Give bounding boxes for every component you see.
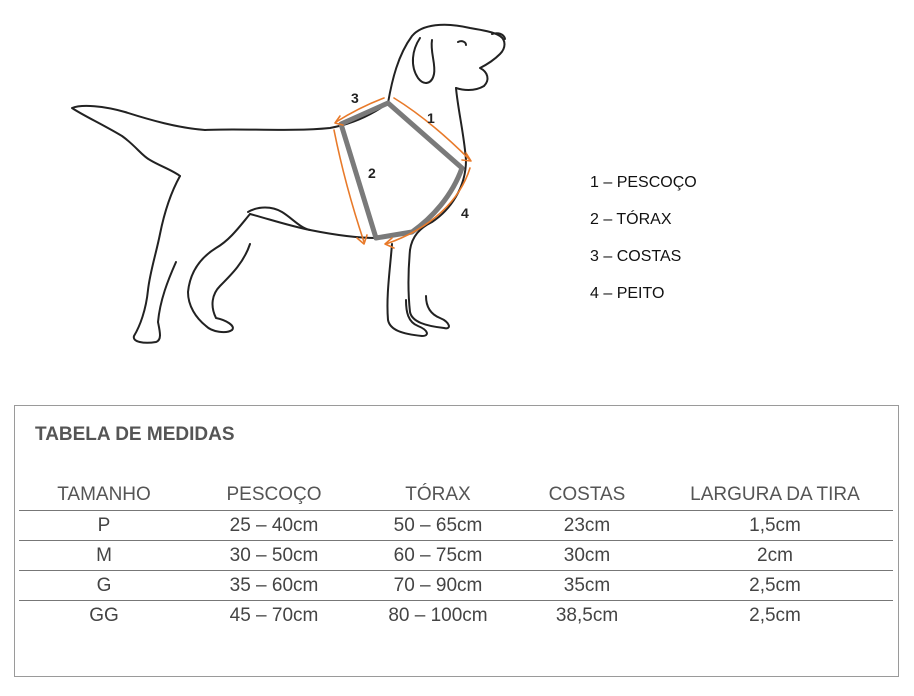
table-row (19, 571, 893, 601)
cell-size: G (19, 571, 189, 601)
harness (341, 103, 462, 238)
cell-neck: 45 – 70cm (229, 604, 319, 626)
cell-thorax: 70 – 90cm (359, 571, 517, 601)
figure-label-1: 1 (427, 110, 435, 126)
cell-thorax: 80 – 100cm (388, 604, 488, 626)
header-size: TAMANHO (19, 480, 189, 511)
cell-neck: 35 – 60cm (189, 571, 359, 601)
cell-size: M (19, 541, 189, 571)
header-strap-width: LARGURA DA TIRA (657, 480, 893, 511)
size-table-panel (14, 405, 899, 677)
figure-label-3: 3 (351, 90, 359, 106)
cell-strap-width: 2cm (657, 541, 893, 571)
cell-size: P (19, 511, 189, 541)
legend-item-neck: 1 – PESCOÇO (590, 174, 697, 191)
header-back: COSTAS (517, 480, 657, 511)
cell-back: 38,5cm (555, 604, 619, 626)
cell-back: 30cm (517, 541, 657, 571)
size-table (19, 480, 893, 630)
legend-item-back: 3 – COSTAS (590, 248, 682, 265)
cell-back: 23cm (517, 511, 657, 541)
table-row (19, 601, 893, 631)
dog-outline (72, 25, 505, 343)
measurement-legend (590, 172, 697, 320)
cell-strap-width: 2,5cm (657, 571, 893, 601)
cell-strap-width: 1,5cm (657, 511, 893, 541)
table-row (19, 511, 893, 541)
cell-strap-width: 2,5cm (749, 604, 801, 626)
legend-item-chest: 4 – PEITO (590, 285, 665, 302)
table-row (19, 541, 893, 571)
legend-item-thorax: 2 – TÓRAX (590, 211, 672, 228)
header-neck: PESCOÇO (189, 480, 359, 511)
figure-label-2: 2 (368, 165, 376, 181)
figure-label-4: 4 (461, 205, 469, 221)
cell-thorax: 50 – 65cm (359, 511, 517, 541)
table-title: TABELA DE MEDIDAS (35, 424, 235, 445)
cell-neck: 25 – 40cm (189, 511, 359, 541)
cell-neck: 30 – 50cm (189, 541, 359, 571)
header-thorax: TÓRAX (359, 480, 517, 511)
cell-size: GG (89, 604, 119, 626)
cell-back: 35cm (517, 571, 657, 601)
table-header-row (19, 480, 893, 511)
dog-harness-diagram (60, 15, 520, 350)
cell-thorax: 60 – 75cm (359, 541, 517, 571)
